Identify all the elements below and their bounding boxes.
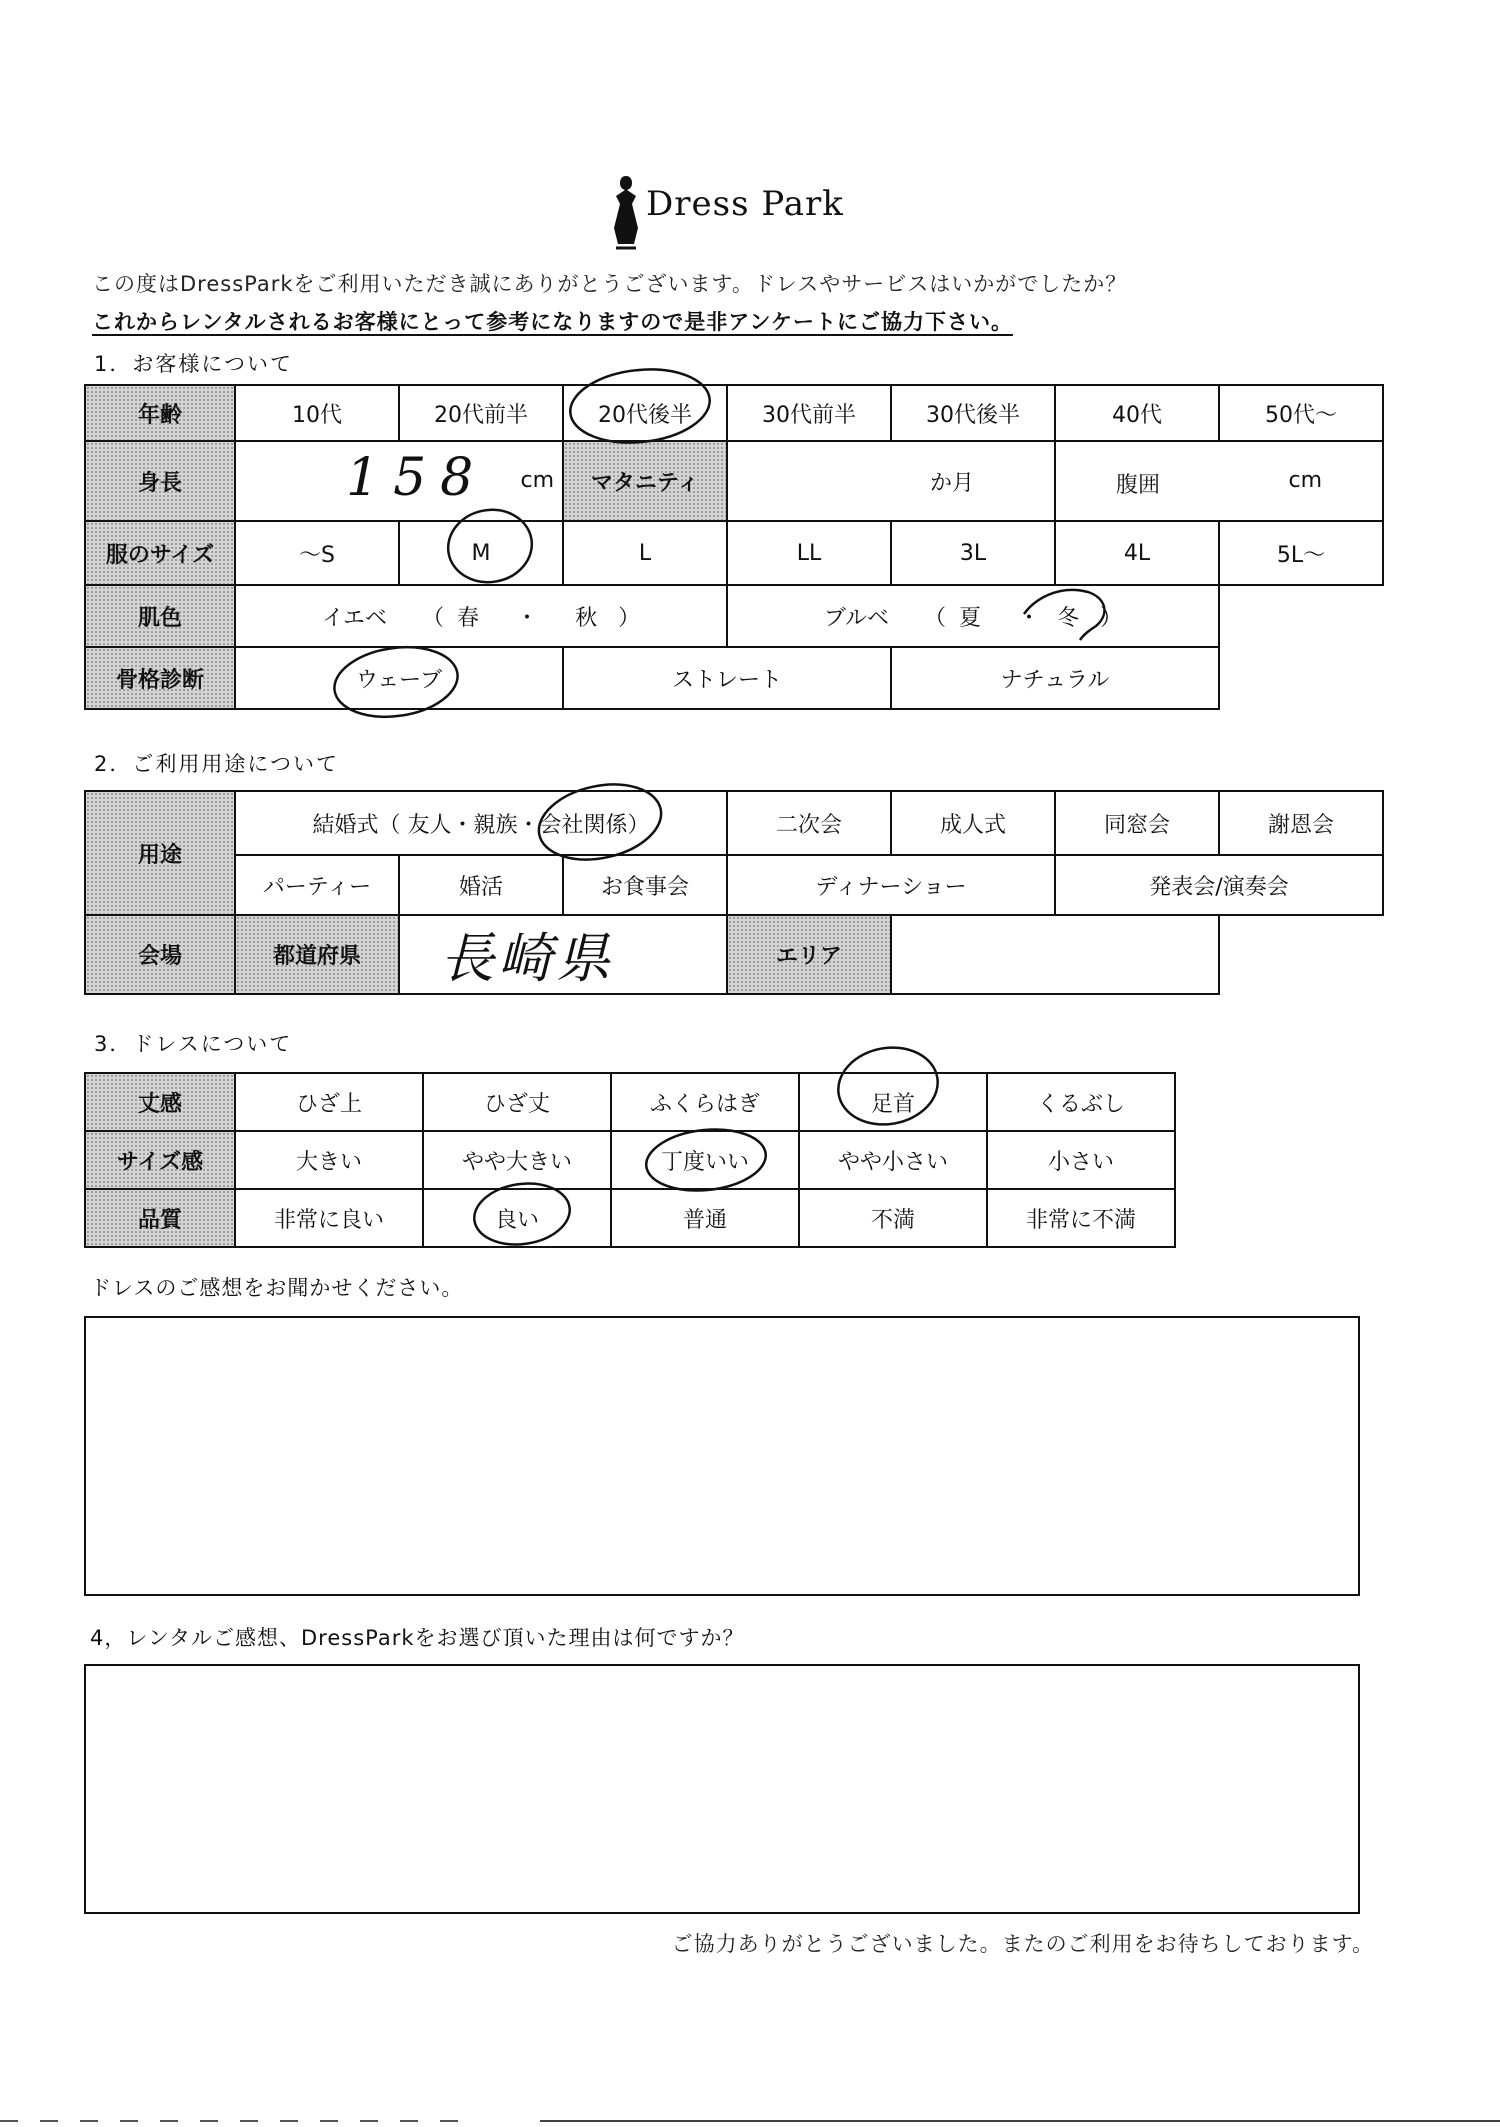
paren-close: ） [1100,605,1123,631]
venue-label: 会場 [85,915,235,994]
dress-comment-box[interactable] [84,1316,1360,1596]
fit-option[interactable]: やや小さい [799,1131,987,1189]
size-option[interactable]: L [563,521,727,585]
skeleton-option[interactable]: ストレート [563,647,891,709]
length-option[interactable]: くるぶし [987,1073,1175,1131]
separator-dot: ・ [516,605,539,631]
usage-option[interactable]: 成人式 [891,791,1055,855]
usage-option[interactable]: 謝恩会 [1219,791,1383,855]
quality-option[interactable]: 非常に良い [235,1189,423,1247]
size-option[interactable]: 4L [1055,521,1219,585]
dress-table [84,1072,1176,1248]
maternity-label: マタニティ [563,441,727,521]
quality-option[interactable]: 非常に不満 [987,1189,1175,1247]
paren-close: ） [618,605,641,631]
section1-title: 1．お客様について [94,352,293,376]
paren-close: ） [627,812,650,838]
fit-option[interactable]: 大きい [235,1131,423,1189]
wedding-text: 結婚式（ 友人・親族・ [312,812,540,838]
area-label: エリア [727,915,891,994]
skeleton-option-selected[interactable]: ウェーブ [235,647,563,709]
size-option-selected[interactable]: M [399,521,563,585]
size-option[interactable]: 5L～ [1219,521,1383,585]
age-option[interactable]: 50代～ [1219,385,1383,441]
footer-thanks: ご協力ありがとうございました。またのご利用をお待ちしております。 [671,1932,1374,1956]
height-unit: cm [520,468,554,493]
skin-blue[interactable] [727,585,1219,647]
usage-option[interactable]: お食事会 [563,855,727,915]
size-label: 服のサイズ [85,521,235,585]
usage-option[interactable]: 同窓会 [1055,791,1219,855]
maternity-months-field[interactable] [727,441,1055,521]
age-option[interactable]: 20代前半 [399,385,563,441]
age-option[interactable]: 30代前半 [727,385,891,441]
height-field[interactable] [235,441,563,521]
customer-table [84,384,1384,710]
age-option[interactable]: 30代後半 [891,385,1055,441]
usage-table [84,790,1384,995]
age-label: 年齢 [85,385,235,441]
quality-option-selected[interactable]: 良い [423,1189,611,1247]
skeleton-option[interactable]: ナチュラル [891,647,1219,709]
usage-corporate-selected[interactable]: 会社関係 [539,812,628,838]
quality-option[interactable]: 普通 [611,1189,799,1247]
length-option[interactable]: ひざ丈 [423,1073,611,1131]
size-row [85,521,1383,585]
size-option[interactable]: LL [727,521,891,585]
quality-row [85,1189,1175,1247]
height-label: 身長 [85,441,235,521]
scan-artifact-line [540,2120,1500,2122]
blue-base-label: ブルベ [823,605,890,631]
age-option[interactable]: 10代 [235,385,399,441]
waist-unit: cm [1288,468,1322,493]
length-option-selected[interactable]: 足首 [799,1073,987,1131]
age-option-selected[interactable]: 20代後半 [563,385,727,441]
season-winter-selected[interactable]: 冬 [1057,605,1080,631]
prefecture-value: 長崎県 [440,927,614,990]
height-row [85,441,1383,521]
brand-name: Dress Park [646,184,844,224]
scan-artifact-dashes [0,2120,480,2122]
intro-text: この度はDressParkをご利用いただき誠にありがとうございます。ドレスやサービスはいかがでしたか？ [92,272,1128,296]
dress-comment-prompt: ドレスのご感想をお聞かせください。 [90,1276,464,1300]
fit-row [85,1131,1175,1189]
usage-wedding[interactable] [235,791,727,855]
fit-option[interactable]: 小さい [987,1131,1175,1189]
prefecture-label: 都道府県 [235,915,399,994]
length-row [85,1073,1175,1131]
season-spring[interactable]: 春 [457,605,480,631]
age-row [85,385,1383,441]
usage-option[interactable]: 婚活 [399,855,563,915]
waist-field[interactable] [1055,441,1383,521]
fit-option[interactable]: やや大きい [423,1131,611,1189]
intro-request: これからレンタルされるお客様にとって参考になりますので是非アンケートにご協力下さい。 [92,310,1013,334]
quality-option[interactable]: 不満 [799,1189,987,1247]
size-option[interactable]: ～S [235,521,399,585]
usage-option[interactable]: ディナーショー [727,855,1055,915]
age-option[interactable]: 40代 [1055,385,1219,441]
skeleton-row [85,647,1383,709]
length-option[interactable]: ひざ上 [235,1073,423,1131]
height-value: 158 [346,448,488,508]
usage-option[interactable]: 発表会/演奏会 [1055,855,1383,915]
prefecture-field[interactable] [399,915,727,994]
size-option[interactable]: 3L [891,521,1055,585]
waist-label: 腹囲 [1116,473,1161,498]
length-label: 丈感 [85,1073,235,1131]
section3-title: 3．ドレスについて [94,1032,293,1056]
rental-comment-box[interactable] [84,1664,1360,1914]
season-summer[interactable]: 夏 [959,605,982,631]
section2-title: 2．ご利用用途について [94,752,339,776]
season-autumn[interactable]: 秋 [575,605,598,631]
usage-option[interactable]: 二次会 [727,791,891,855]
area-field[interactable] [891,915,1219,994]
paren-open: （ [422,605,445,631]
length-option[interactable]: ふくらはぎ [611,1073,799,1131]
skin-row [85,585,1383,647]
skeleton-label: 骨格診断 [85,647,235,709]
skin-label: 肌色 [85,585,235,647]
yellow-base-label: イエベ [321,605,388,631]
fit-option-selected[interactable]: 丁度いい [611,1131,799,1189]
usage-label: 用途 [85,791,235,915]
usage-option[interactable]: パーティー [235,855,399,915]
paren-open: （ [924,605,947,631]
quality-label: 品質 [85,1189,235,1247]
fit-label: サイズ感 [85,1131,235,1189]
separator-dot: ・ [1018,605,1041,631]
months-unit: か月 [929,470,974,496]
section4-title: 4，レンタルご感想、DressParkをお選び頂いた理由は何ですか？ [90,1626,745,1650]
skin-yellow[interactable] [235,585,727,647]
